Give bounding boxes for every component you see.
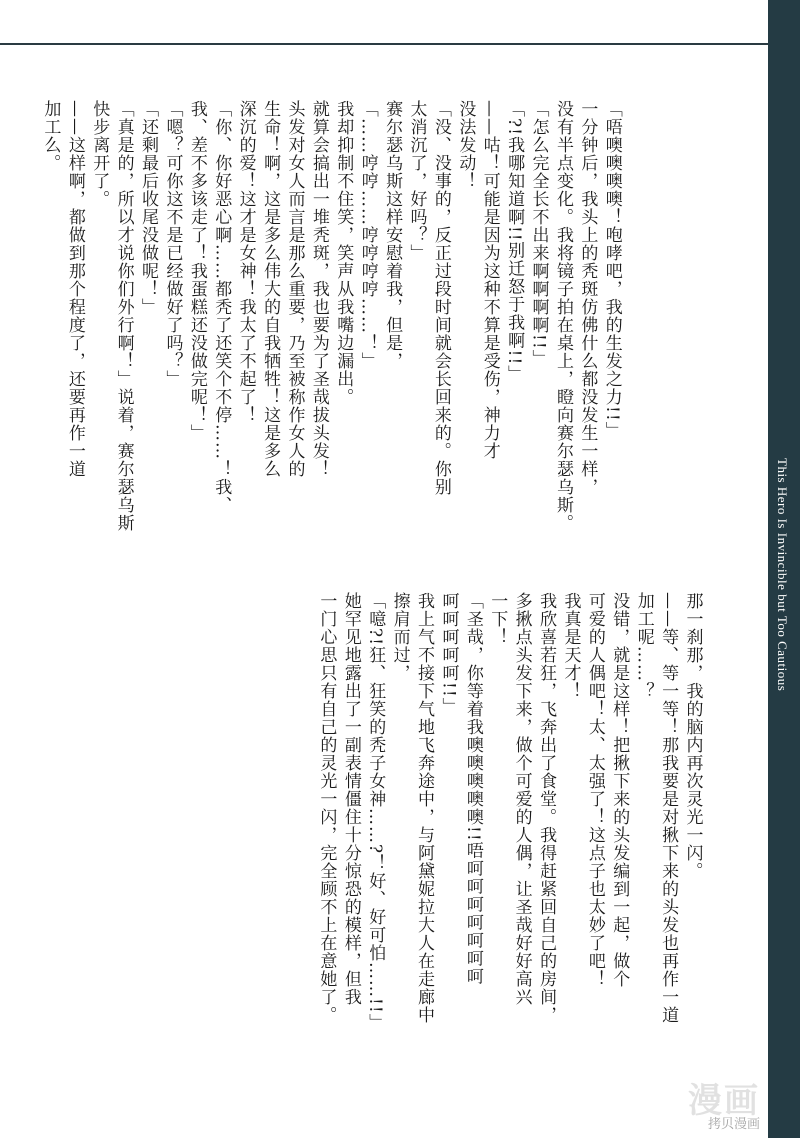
top-rule xyxy=(0,43,768,45)
upper-text-block: 「唔噢噢噢噢！咆哮吧，我的生发之力!!」 一分钟后，我头上的秃斑仿佛什么都没发生一样， 没有半点变化。我将镜子拍在桌上，瞪向赛尔瑟乌斯。 「怎么完全长不出来啊啊啊啊!!」 「?!我哪知道啊!!别迁怒于我啊!!」 ——咕！可能是因为这种不算是受伤，神力才 没法发动！ 「没、没事的，反正过段时间就会长回来的。你别 太消沉了，好吗？」 赛尔瑟乌斯这样安慰着我，但是， 「……哼哼……哼哼哼哼……！」 我却抑制不住笑，笑声从我嘴边漏出。 就算会搞出一堆秃斑，我也要为了圣哉拔头发！ 头发对女人而言是那么重要，乃至被称作女人的 生命！啊，这是多么伟大的自我牺牲！这是多么 深沉的爱！这才是女神！我太了不起了！ 「你、你好恶心啊……都秃了还笑个不停……！我、 我、差不多该走了！我蛋糕还没做完呢！」 「嗯？可你这不是已经做好了吗？」 「还剩最后收尾没做呢！」 「真是的，所以才说你们外行啊！」说着，赛尔瑟乌斯 快步离开了。 ——这样啊，都做到那个程度了，还要再作一道 加工么。 xyxy=(40,100,622,532)
watermark xyxy=(688,1081,760,1132)
lower-text-block: 那一刹那，我的脑内再次灵光一闪。 ——等、等一等！那我要是对揪下来的头发也再作一道 加工呢……？ 没错，就是这样！把揪下来的头发编到一起，做个 可爱的人偶吧！太、太强了！这点子也太妙了吧！ 我真是天才！ 我欣喜若狂，飞奔出了食堂。我得赶紧回自己的房间， 多揪点头发下来，做个可爱的人偶，让圣哉好好高兴 一下！ 「圣哉，你等着我噢噢噢噢噢!!唔呵呵呵呵呵呵呵 呵呵呵呵呵!!」 我上气不接下气地飞奔途中，与阿黛妮拉大人在走廊中 擦肩而过， 「噫?!狂、狂笑的秃子女神……?！好、好可怕……!!」 她罕见地露出了一副表情僵住十分惊恐的模样，但我 一门心思只有自己的灵光一闪，完全顾不上在意她了。 xyxy=(316,592,703,1032)
watermark-site-text: 拷贝漫画 xyxy=(707,1117,760,1132)
running-header: This Hero Is Invincible but Too Cautious xyxy=(775,458,790,692)
watermark-logo-text: 漫画 xyxy=(688,1081,760,1121)
